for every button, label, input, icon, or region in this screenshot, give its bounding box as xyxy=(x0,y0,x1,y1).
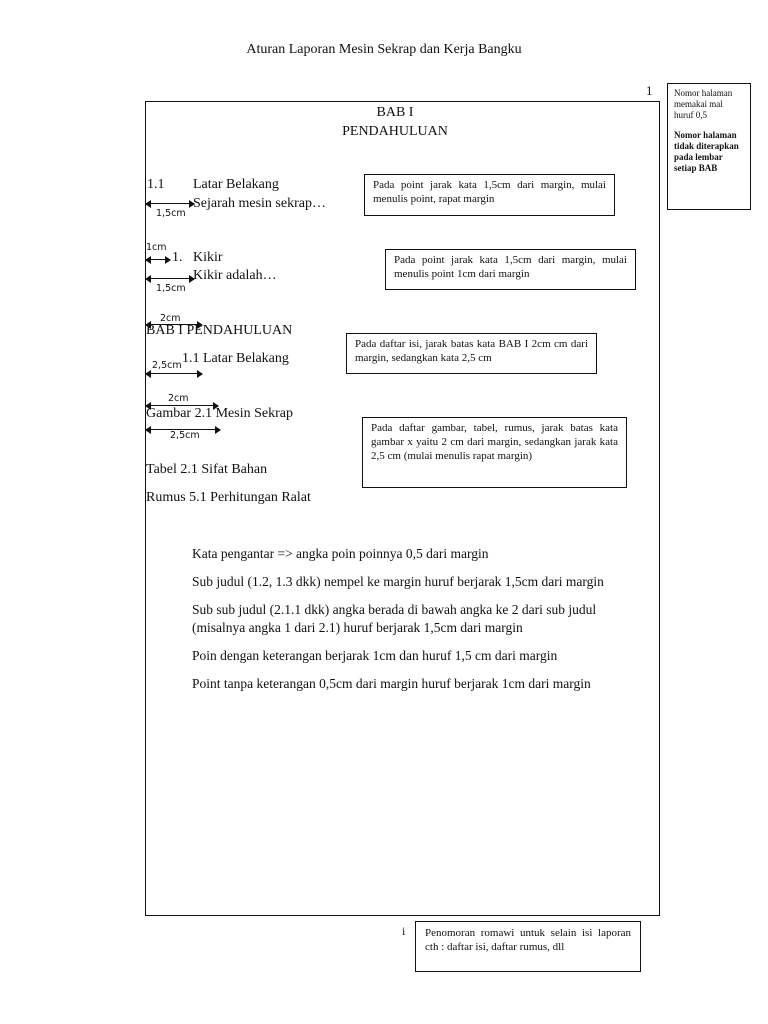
document-title: Aturan Laporan Mesin Sekrap dan Kerja Bangku xyxy=(246,42,522,57)
measure-arrow-2 xyxy=(146,259,170,260)
point-body: Kikir adalah… xyxy=(193,268,277,283)
side-note-text-1: Nomor halaman memakai mal huruf 0,5 xyxy=(674,88,733,120)
annotation-note-3: Pada daftar isi, jarak batas kata BAB I 2cm cm dari margin, sedangkan kata 2,5 cm xyxy=(346,333,597,374)
section-number: 1.1 xyxy=(147,177,165,192)
measure-label-4: 2cm xyxy=(160,313,181,324)
measure-arrow-5 xyxy=(146,373,202,374)
section-body: Sejarah mesin sekrap… xyxy=(193,196,326,211)
formula-list-entry: Rumus 5.1 Perhitungan Ralat xyxy=(146,490,311,505)
measure-label-1: 1,5cm xyxy=(156,208,186,219)
measure-label-3: 1,5cm xyxy=(156,283,186,294)
table-list-entry: Tabel 2.1 Sifat Bahan xyxy=(146,462,268,477)
rule-text: Poin dengan keterangan berjarak 1cm dan huruf 1,5 cm dari margin xyxy=(192,648,558,663)
measure-arrow-3 xyxy=(146,278,194,279)
measure-label-2: 1cm xyxy=(146,242,167,253)
rule-text: Sub sub judul (2.1.1 dkk) angka berada di bawah angka ke 2 dari sub judul xyxy=(192,602,597,617)
rule-text: Sub judul (1.2, 1.3 dkk) nempel ke margin huruf berjarak 1,5cm dari margin xyxy=(192,574,604,589)
annotation-note-2: Pada point jarak kata 1,5cm dari margin, mulai menulis point 1cm dari margin xyxy=(385,249,636,290)
toc-section-entry: 1.1 Latar Belakang xyxy=(182,351,289,366)
measure-label-5: 2,5cm xyxy=(152,360,182,371)
rule-text: Point tanpa keterangan 0,5cm dari margin huruf berjarak 1cm dari margin xyxy=(192,676,591,691)
section-title: Latar Belakang xyxy=(193,177,279,192)
page-frame xyxy=(145,101,660,916)
toc-chapter-entry: BAB I PENDAHULUAN xyxy=(146,323,293,338)
point-number: 1. xyxy=(172,250,183,265)
measure-label-6: 2cm xyxy=(168,393,189,404)
rule-text: Kata pengantar => angka poin poinnya 0,5 dari margin xyxy=(192,546,489,561)
point-title: Kikir xyxy=(193,250,223,265)
measure-label-7: 2,5cm xyxy=(170,430,200,441)
measure-arrow-1 xyxy=(146,203,194,204)
page-number: 1 xyxy=(646,83,653,98)
chapter-heading xyxy=(300,103,490,141)
rule-text: (misalnya angka 1 dari 2.1) huruf berjarak 1,5cm dari margin xyxy=(192,620,523,635)
annotation-note-1: Pada point jarak kata 1,5cm dari margin, mulai menulis point, rapat margin xyxy=(364,174,615,216)
annotation-note-4: Pada daftar gambar, tabel, rumus, jarak batas kata gambar x yaitu 2 cm dari margin, sedangkan jarak kata 2,5 cm (mulai menulis rapat margin) xyxy=(362,417,627,488)
annotation-note-roman: Penomoran romawi untuk selain isi laporan cth : daftar isi, daftar rumus, dll xyxy=(415,921,641,972)
side-note-text-2: Nomor halaman tidak diterapkan pada lembar setiap BAB xyxy=(674,130,739,173)
chapter-title: PENDAHULUAN xyxy=(342,124,448,139)
side-note-page-number xyxy=(667,83,751,210)
figure-list-entry: Gambar 2.1 Mesin Sekrap xyxy=(146,406,293,421)
roman-page-number: i xyxy=(402,924,406,938)
chapter-number: BAB I xyxy=(376,105,414,120)
